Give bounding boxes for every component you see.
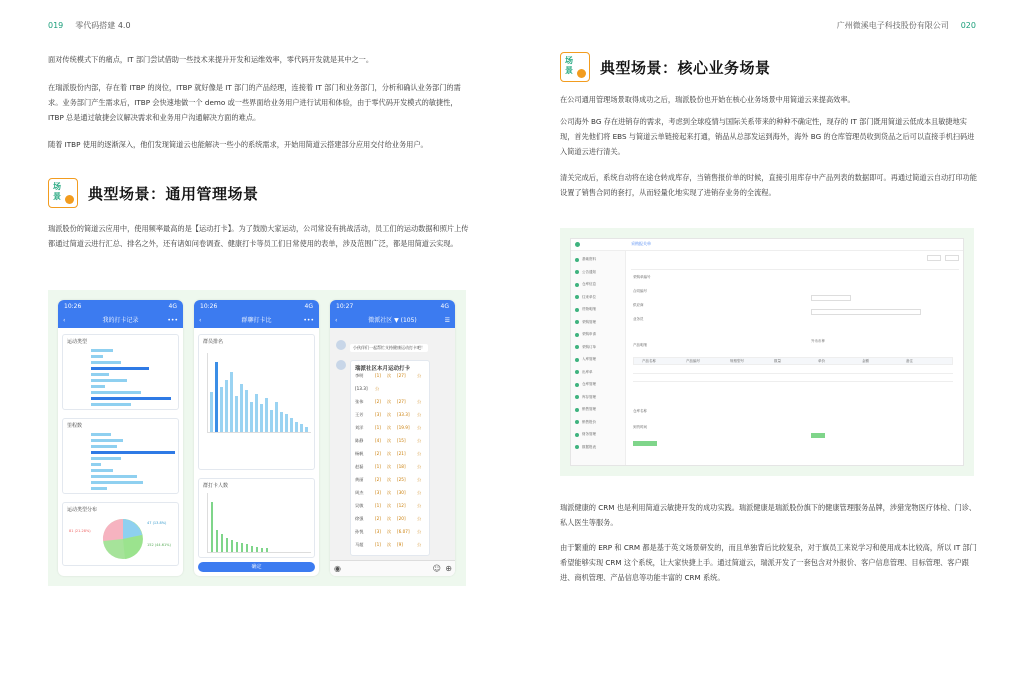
- screen-title: 我的打卡记录: [102, 317, 139, 324]
- sidebar: [571, 251, 626, 465]
- paragraph: 在瑞派股份内部，存在着 ITBP 的岗位，ITBP 就好像是 IT 部门的产品经理，连接着 IT 部门和业务部门，分析和确认业务部门的需求。业务部门产生需求后，ITBP 会快速地做一个 demo 或一些界面给业务用户进行试用和体验，由于零代码开发模式的敏捷性，ITBP 总是通过敏捷会议解决需求和业务用户沟通解决方面的难点。: [48, 83, 461, 122]
- column-header: 备注: [906, 359, 913, 363]
- score-cell: [4]: [375, 438, 381, 443]
- score-cell: 次: [387, 399, 392, 404]
- sidebar-item[interactable]: 数据报表: [575, 445, 596, 450]
- column-header: 产品名称: [642, 359, 656, 363]
- score-cell: 公: [417, 529, 422, 534]
- app-topbar: [571, 239, 963, 251]
- score-cell: [15]: [397, 438, 406, 443]
- score-cell: 杨帆: [355, 451, 364, 456]
- score-cell: [30]: [397, 490, 406, 495]
- score-cell: [12]: [397, 503, 406, 508]
- paragraph: 公司海外 BG 存在进销存的需求，考虑到全球疫情与国际关系带来的种种不确定性，现存的 IT 部门既用简道云低成本且敏捷地实现，首先他们将 EBS 与简道云单链接起来打通，销品从总部发运到海外，海外 BG 的仓库管理员收到货品之后可以直接手机扫码进入简道云进行清关。: [560, 117, 975, 156]
- score-cell: 公: [417, 542, 422, 547]
- section-title: 典型场景：核心业务场景: [600, 58, 771, 77]
- score-cell: [2]: [375, 451, 381, 456]
- chat-message: 小伙伴们一起帮忙支持健康运动打卡吧！: [350, 344, 428, 352]
- section-heading: [48, 178, 259, 208]
- sidebar-item[interactable]: 采购申请: [575, 332, 596, 337]
- column-header: 数量: [774, 359, 781, 363]
- score-cell: [1]: [375, 425, 381, 430]
- score-cell: [2]: [375, 477, 381, 482]
- score-cell: [1]: [375, 542, 381, 547]
- score-cell: 次: [387, 438, 392, 443]
- avatar: [336, 340, 346, 350]
- score-cell: 次: [387, 373, 392, 378]
- score-cell: [13.3]: [355, 386, 368, 391]
- score-cell: 吴敏: [355, 503, 364, 508]
- score-cell: 次: [387, 503, 392, 508]
- sidebar-item[interactable]: 公告通知: [575, 270, 596, 275]
- score-cell: 公: [375, 386, 380, 391]
- chart-card: 群员排名: [198, 334, 315, 470]
- chat-input-bar[interactable]: [330, 560, 455, 576]
- sidebar-item[interactable]: 往来单位: [575, 295, 596, 300]
- form-label: 仓库名称: [633, 409, 647, 413]
- score-cell: 次: [387, 451, 392, 456]
- score-cell: 次: [387, 477, 392, 482]
- page-number: 020: [960, 21, 976, 30]
- score-cell: 赵磊: [355, 464, 364, 469]
- score-cell: [21]: [397, 451, 406, 456]
- more-icon[interactable]: •••: [167, 317, 178, 324]
- screen-title: 群聊打卡比: [241, 317, 272, 324]
- paragraph: 随着 ITBP 使用的逐渐深入，他们发现简道云也能解决一些小的系统需求，开始用简道云搭建部分应用交付给业务用户。: [48, 140, 428, 149]
- score-cell: 公: [417, 412, 422, 417]
- scene-badge-icon: 场 景: [560, 52, 590, 82]
- score-cell: 李明: [355, 373, 364, 378]
- screenshot-panel: [48, 290, 466, 586]
- form-label: 采购单编号: [633, 275, 651, 279]
- more-icon[interactable]: •••: [303, 317, 314, 324]
- emoji-icon[interactable]: ☺: [432, 564, 441, 573]
- score-cell: [1]: [375, 503, 381, 508]
- score-cell: [1]: [375, 373, 381, 378]
- chart-card: 群打卡人数: [198, 478, 315, 558]
- scene-badge-icon: 场 景: [48, 178, 78, 208]
- score-cell: [27]: [397, 373, 406, 378]
- column-header: 单价: [818, 359, 825, 363]
- score-cell: [19.9]: [397, 425, 410, 430]
- phone-screen-2: 10:26 4G ‹ 群聊打卡比 ••• 群员排名 群打卡人数 确定: [194, 300, 319, 576]
- sidebar-item[interactable]: 货物明细: [575, 307, 596, 312]
- score-cell: 张伟: [355, 399, 364, 404]
- score-cell: [2]: [375, 399, 381, 404]
- score-cell: [9]: [397, 542, 403, 547]
- score-cell: [3]: [375, 529, 381, 534]
- score-cell: [1]: [375, 464, 381, 469]
- page-header-right: [837, 20, 976, 31]
- score-cell: 刘洋: [355, 425, 364, 430]
- score-cell: 陈静: [355, 438, 364, 443]
- score-cell: [20]: [397, 516, 406, 521]
- score-cell: 周杰: [355, 490, 364, 495]
- score-cell: 公: [417, 516, 422, 521]
- score-cell: 次: [387, 516, 392, 521]
- score-cell: 公: [417, 503, 422, 508]
- score-cell: 公: [417, 451, 422, 456]
- paragraph: 清关完成后，系统自动将在途仓转成库存，当销售报价单的时候，直接引用库存中产品列表的数据即可。再通过简道云自动打印功能设置了销售合同的套打，从而轻量化地实现了进销存业务的全流程。: [560, 173, 977, 197]
- back-icon[interactable]: ‹: [199, 317, 202, 324]
- score-cell: 王芳: [355, 412, 364, 417]
- form-label: 合同编号: [633, 289, 647, 293]
- sidebar-item[interactable]: 财务管理: [575, 432, 596, 437]
- score-cell: 马超: [355, 542, 364, 547]
- paragraph: 瑞派股份的简道云应用中，使用频率最高的是【运动打卡】。为了鼓励大家运动，公司常设有挑战活动，员工们的运动数据和照片上传都通过简道云进行汇总、排名之外，还有诸如问卷调查、健康打卡等员工们日常使用的表单，涉及范围广泛，都是用简道云实现。: [48, 224, 469, 248]
- app-window: [570, 238, 964, 466]
- score-cell: 次: [387, 425, 392, 430]
- chart-card: 运动类型: [62, 334, 179, 410]
- page-number: 019: [48, 21, 64, 30]
- score-cell: 孙悦: [355, 529, 364, 534]
- sidebar-item[interactable]: 销售报价: [575, 420, 596, 425]
- sidebar-item[interactable]: 采购订单: [575, 345, 596, 350]
- sidebar-item[interactable]: 入库管理: [575, 357, 596, 362]
- detail-table-header: [633, 357, 953, 365]
- sidebar-item[interactable]: 出库单: [575, 370, 593, 375]
- book-title: 零代码搭建 4.0: [75, 21, 131, 30]
- form-label: 外币币种: [811, 339, 825, 343]
- group-icon[interactable]: ☰: [444, 317, 450, 324]
- chart-card: 运动类型分布 81 (21.28%) 152 (44.61%) 47 (13.8%): [62, 502, 179, 566]
- sidebar-item[interactable]: 采购管理: [575, 320, 596, 325]
- column-header: 产品编号: [686, 359, 700, 363]
- sidebar-item[interactable]: 仓库信息: [575, 282, 596, 287]
- score-cell: 公: [417, 477, 422, 482]
- score-cell: [2]: [375, 516, 381, 521]
- score-cell: [6.07]: [397, 529, 410, 534]
- score-cell: [27]: [397, 399, 406, 404]
- paragraph: 面对传统模式下的痛点，IT 部门尝试借助一些技术来提升开发和运维效率，零代码开发就是其中之一。: [48, 55, 374, 64]
- score-cell: 黄丽: [355, 477, 364, 482]
- score-cell: 公: [417, 438, 422, 443]
- column-header: 金额: [862, 359, 869, 363]
- score-cell: 徐强: [355, 516, 364, 521]
- chat-card: 瑞派社区本月运动打卡 李明 [1] 次 [27] 公 [13.3] 公 张伟 [2] 次 [27] 公 王芳 [3] 次 [33.3] 公 刘洋 [1] 次 [19.9] 公 陈静 [4] 次 [15] 公 杨帆 [2] 次 [21] 公 赵磊 [1] 次 [18] 公 黄丽 [2] 次 [25] 公 周杰 [3] 次 [30] 公 吴敏 [1] 次 [12] 公 徐强 [2] 次 [20] 公 孙悦 [3] 次 [6.07] 公 马超 [1] 次 [9] 公: [350, 360, 430, 556]
- score-cell: 公: [417, 425, 422, 430]
- form-label: 供应商: [633, 303, 644, 307]
- sidebar-item[interactable]: 销售管理: [575, 407, 596, 412]
- avatar: [336, 360, 346, 370]
- form-label: 到货时间: [633, 425, 647, 429]
- back-icon[interactable]: ‹: [335, 317, 338, 324]
- score-cell: 次: [387, 412, 392, 417]
- screenshot-panel: [560, 228, 974, 476]
- score-cell: 次: [387, 529, 392, 534]
- score-cell: [18]: [397, 464, 406, 469]
- paragraph: 瑞派健康的 CRM 也是利用简道云敏捷开发的成功实践。瑞派健康是瑞派股份旗下的健康管理服务品牌，涉猎宠物医疗体检、门诊、私人医生等服务。: [560, 503, 977, 527]
- company-name: 广州微溪电子科技股份有限公司: [836, 21, 949, 30]
- phone-screen-1: 10:26 4G ‹ 我的打卡记录 ••• 运动类型 里程数 运动类型分布 81 (21.28%) 152 (44.61%) 47 (13.8%): [58, 300, 183, 576]
- score-cell: 次: [387, 542, 392, 547]
- confirm-button[interactable]: 确定: [198, 562, 315, 572]
- sidebar-item[interactable]: 仓库管理: [575, 382, 596, 387]
- score-cell: [25]: [397, 477, 406, 482]
- paragraph: 由于繁重的 ERP 和 CRM 都是基于英文场景研发的，而且单独背后比较复杂，对于旗员工来说学习和使用成本比较高，所以 IT 部门希望能够实现 CRM 这个系统，让大家快捷上手。通过简道云，瑞派开发了一套包含对外报价、客户信息管理、目标管理、客户跟进、商机管理、产品信息等功能丰富的 CRM 系统。: [560, 543, 977, 582]
- column-header: 规格型号: [730, 359, 744, 363]
- form-label: 业务员: [633, 317, 644, 321]
- chart-card: 里程数: [62, 418, 179, 494]
- back-icon[interactable]: ‹: [63, 317, 66, 324]
- score-cell: [3]: [375, 490, 381, 495]
- add-icon[interactable]: ⊕: [445, 564, 452, 573]
- phone-screen-3: 10:27 4G ‹ 微派社区 ▼ (105) ☰ 小伙伴们一起帮忙支持健康运动打卡吧！ 瑞派社区本月运动打卡 李明 [1] 次 [27] 公 [13.3] 公 张伟 [2] 次 [27] 公 王芳 [3] 次 [33.3] 公 刘洋 [1] 次 [19.9] 公 陈静 [4] 次 [15] 公 杨帆 [2] 次 [21] 公 赵磊 [1] 次 [18] 公 黄丽 [2] 次 [25] 公 周杰 [3] 次 [30] 公 吴敏 [1] 次 [12] 公 徐强 [2] 次 [20] 公 孙悦 [3] 次 [6.07] 公 马超 [1] 次 [9] 公 ◉ ☺ ⊕: [330, 300, 455, 576]
- sidebar-item[interactable]: 基础资料: [575, 257, 596, 262]
- paragraph: 在公司通用管理场景取得成功之后，瑞派股份也开始在核心业务场景中用简道云来提高效率。: [560, 95, 855, 104]
- score-cell: 公: [417, 464, 422, 469]
- form-label: 产品明细: [633, 343, 647, 347]
- section-title: 典型场景：通用管理场景: [88, 184, 259, 203]
- screen-title: 微派社区 ▼ (105): [368, 317, 417, 324]
- score-cell: 公: [417, 490, 422, 495]
- score-cell: 次: [387, 464, 392, 469]
- page-header-left: [48, 20, 131, 31]
- score-cell: [3]: [375, 412, 381, 417]
- voice-icon[interactable]: ◉: [334, 564, 341, 573]
- score-cell: 公: [417, 399, 422, 404]
- section-heading: [560, 52, 771, 82]
- score-cell: [33.3]: [397, 412, 410, 417]
- score-cell: 次: [387, 490, 392, 495]
- score-cell: 公: [417, 373, 422, 378]
- tab-active[interactable]: 采购报关单: [631, 241, 651, 246]
- sidebar-item[interactable]: 库存管理: [575, 395, 596, 400]
